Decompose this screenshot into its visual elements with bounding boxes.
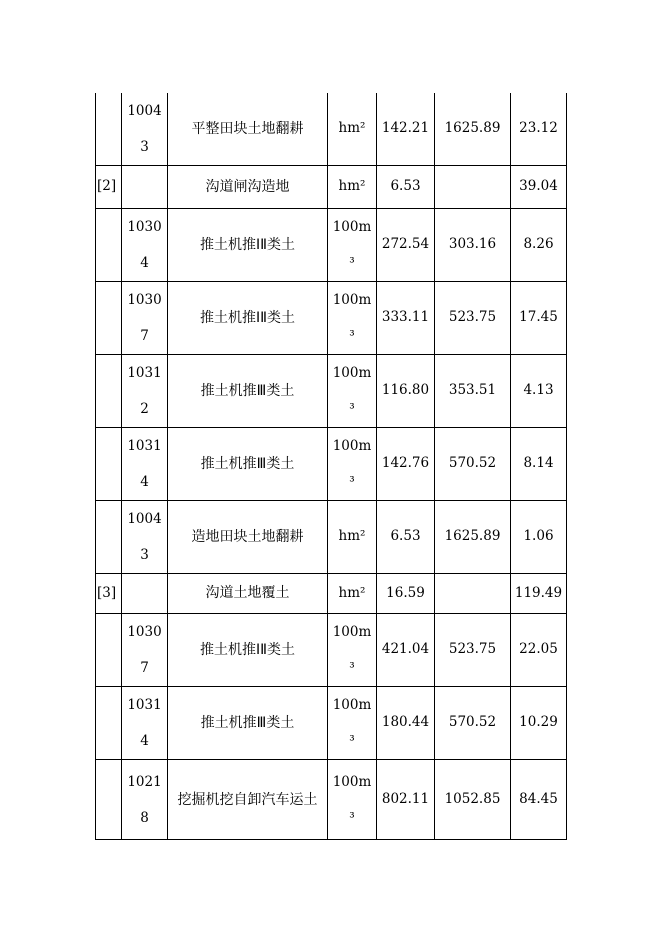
item-name: 造地田块土地翻耕 xyxy=(168,501,328,574)
unit: 100m³ xyxy=(328,428,377,501)
quantity: 16.59 xyxy=(377,574,435,614)
row-index: [2] xyxy=(96,166,122,209)
item-name: 推土机推Ⅲ类土 xyxy=(168,355,328,428)
table-row xyxy=(96,428,567,501)
amount: 23.12 xyxy=(511,93,567,166)
item-name: 沟道闸沟造地 xyxy=(168,166,328,209)
unit-price: 523.75 xyxy=(435,614,511,687)
unit-price: 570.52 xyxy=(435,428,511,501)
quantity: 142.76 xyxy=(377,428,435,501)
item-name: 平整田块土地翻耕 xyxy=(168,93,328,166)
cost-table xyxy=(95,93,567,840)
unit: 100m³ xyxy=(328,687,377,760)
item-name: 挖掘机挖自卸汽车运土 xyxy=(168,760,328,840)
table-row xyxy=(96,166,567,209)
amount: 84.45 xyxy=(511,760,567,840)
item-name: 推土机推Ⅲ类土 xyxy=(168,428,328,501)
quota-code: 10307 xyxy=(122,614,168,687)
unit: hm² xyxy=(328,574,377,614)
quota-code xyxy=(122,166,168,209)
amount: 17.45 xyxy=(511,282,567,355)
unit-price: 523.75 xyxy=(435,282,511,355)
table-row xyxy=(96,614,567,687)
row-index xyxy=(96,687,122,760)
unit-price: 1625.89 xyxy=(435,501,511,574)
amount: 8.26 xyxy=(511,209,567,282)
item-name: 推土机推ⅠⅡ类土 xyxy=(168,614,328,687)
unit: 100m³ xyxy=(328,209,377,282)
amount: 4.13 xyxy=(511,355,567,428)
item-name: 推土机推Ⅲ类土 xyxy=(168,687,328,760)
unit-price xyxy=(435,166,511,209)
row-index xyxy=(96,501,122,574)
unit: 100m³ xyxy=(328,282,377,355)
unit: 100m³ xyxy=(328,760,377,840)
unit-price xyxy=(435,574,511,614)
row-index xyxy=(96,428,122,501)
quota-code: 10043 xyxy=(122,501,168,574)
unit: hm² xyxy=(328,501,377,574)
quantity: 333.11 xyxy=(377,282,435,355)
table-row xyxy=(96,760,567,840)
row-index xyxy=(96,209,122,282)
unit-price: 570.52 xyxy=(435,687,511,760)
item-name: 沟道土地覆土 xyxy=(168,574,328,614)
table-row xyxy=(96,282,567,355)
quota-code xyxy=(122,574,168,614)
quota-code: 10304 xyxy=(122,209,168,282)
row-index xyxy=(96,760,122,840)
table-row xyxy=(96,687,567,760)
quantity: 421.04 xyxy=(377,614,435,687)
table-row xyxy=(96,355,567,428)
quantity: 116.80 xyxy=(377,355,435,428)
table-row xyxy=(96,574,567,614)
amount: 39.04 xyxy=(511,166,567,209)
unit: hm² xyxy=(328,166,377,209)
unit: 100m³ xyxy=(328,355,377,428)
row-index: [3] xyxy=(96,574,122,614)
unit-price: 1052.85 xyxy=(435,760,511,840)
item-name: 推土机推ⅠⅡ类土 xyxy=(168,282,328,355)
row-index xyxy=(96,93,122,166)
row-index xyxy=(96,614,122,687)
unit: hm² xyxy=(328,93,377,166)
unit: 100m³ xyxy=(328,614,377,687)
quantity: 180.44 xyxy=(377,687,435,760)
row-index xyxy=(96,355,122,428)
amount: 119.49 xyxy=(511,574,567,614)
table-row xyxy=(96,209,567,282)
quota-code: 10314 xyxy=(122,687,168,760)
amount: 10.29 xyxy=(511,687,567,760)
quantity: 802.11 xyxy=(377,760,435,840)
quota-code: 10307 xyxy=(122,282,168,355)
amount: 1.06 xyxy=(511,501,567,574)
amount: 22.05 xyxy=(511,614,567,687)
quantity: 272.54 xyxy=(377,209,435,282)
table-row xyxy=(96,501,567,574)
quota-code: 10043 xyxy=(122,93,168,166)
item-name: 推土机推ⅠⅡ类土 xyxy=(168,209,328,282)
quota-code: 10218 xyxy=(122,760,168,840)
quantity: 142.21 xyxy=(377,93,435,166)
unit-price: 303.16 xyxy=(435,209,511,282)
amount: 8.14 xyxy=(511,428,567,501)
quota-code: 10314 xyxy=(122,428,168,501)
unit-price: 353.51 xyxy=(435,355,511,428)
table-row xyxy=(96,93,567,166)
quantity: 6.53 xyxy=(377,501,435,574)
quantity: 6.53 xyxy=(377,166,435,209)
unit-price: 1625.89 xyxy=(435,93,511,166)
row-index xyxy=(96,282,122,355)
quota-code: 10312 xyxy=(122,355,168,428)
